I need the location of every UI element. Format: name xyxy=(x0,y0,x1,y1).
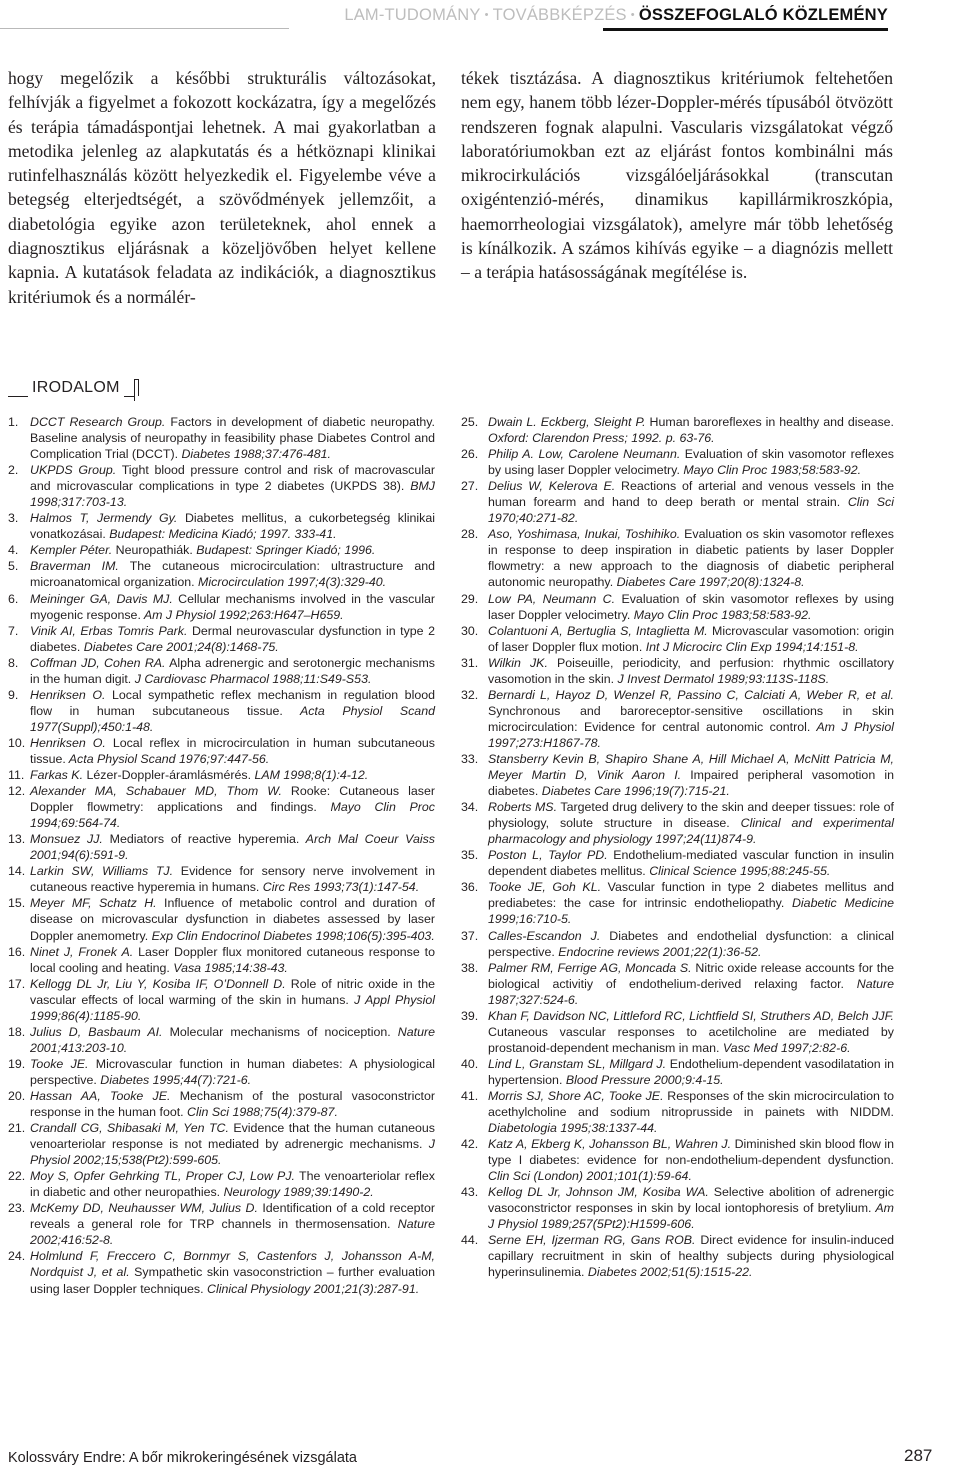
reference-number: 5. xyxy=(8,559,19,574)
reference-source: Nature 2002;416:52-8. xyxy=(30,1217,435,1248)
reference-item xyxy=(461,751,894,799)
reference-number: 40. xyxy=(461,1056,479,1071)
reference-authors: Coffman JD, Cohen RA. xyxy=(30,655,166,670)
reference-authors: Farkas K. xyxy=(30,768,84,783)
reference-number: 39. xyxy=(461,1008,479,1023)
reference-number: 23. xyxy=(8,1201,26,1216)
reference-title: Identification of a cold receptor reveals a general role for TRP channels in thermosensation. xyxy=(30,1201,435,1232)
reference-item xyxy=(461,1136,894,1184)
reference-title: Tight blood pressure control and risk of macrovascular and microvascular complications in type 2 diabetes (UKPDS 38). xyxy=(30,463,435,494)
reference-number: 8. xyxy=(8,655,19,670)
reference-authors: Aso, Yoshimasa, Inukai, Toshihiko. xyxy=(488,527,681,542)
reference-title: Selective abolition of adrenergic vasoconstrictor responses in skin by local iontophoresis of bretylium. xyxy=(488,1185,894,1216)
reference-source: Diabetes Care 1996;19(7):715-21. xyxy=(538,784,730,799)
reference-item xyxy=(8,591,435,623)
reference-authors: Moy S, Opfer Gehrking TL, Proper CJ, Low PJ. xyxy=(30,1169,295,1184)
reference-number: 3. xyxy=(8,511,19,526)
reference-number: 27. xyxy=(461,479,479,494)
reference-number: 6. xyxy=(8,591,19,606)
reference-source: Clinical Science 1995;88:245-55. xyxy=(645,864,831,879)
reference-title: Mechanism of the postural vasoconstrictor response in the human foot. xyxy=(30,1088,435,1120)
reference-title: Molecular mechanisms of nociception. xyxy=(162,1024,391,1039)
body-paragraph-right: tékek tisztázása. A diagnosztikus kritériumok feltehetően nem egy, hanem több lézer-Doppler-mérés típusából ötvözött rendszeren fognak alapulni. Vascularis vizsgálatokat végző laboratóriumokban ezt az eljárást fontos kombinálni más mikrocirkulációs vizsgálóeljárásokkal (transcutan oxigéntenzió-mérés, dinamikus kapillármikroszkópia, haemorrheologiai vizsgálatok), amelyre már több lehetőség is kínálkozik. A számos kihívás egyike – a diagnózis mellett – a terápia hatásosságának megítélése is. xyxy=(461,68,893,283)
header-bullet-2: • xyxy=(630,9,635,21)
reference-authors: Lind L, Granstam SL, Millgard J. xyxy=(488,1056,667,1071)
reference-title: The cutaneous microcirculation: ultrastructure and microanatomical organization. xyxy=(30,559,435,590)
reference-number: 18. xyxy=(8,1024,26,1039)
reference-authors: Julius D, Basbaum AI. xyxy=(30,1024,163,1039)
reference-authors: Tooke JE. xyxy=(30,1056,89,1071)
reference-item xyxy=(8,542,435,558)
reference-item xyxy=(8,623,435,655)
reference-item xyxy=(461,1232,894,1280)
reference-item xyxy=(461,1008,894,1056)
reference-number: 28. xyxy=(461,527,479,542)
reference-authors: Colantuoni A, Bertuglia S, Intaglietta M. xyxy=(488,623,708,638)
reference-source: Acta Physiol Scand 1976;97:447-56. xyxy=(65,751,270,766)
reference-source: Clin Sci 1970;40:271-82. xyxy=(488,495,894,526)
reference-authors: Ninet J, Fronek A. xyxy=(30,944,134,959)
reference-source: Mayo Clin Proc 1983;58:583-92. xyxy=(630,607,812,622)
reference-item xyxy=(461,1184,894,1232)
reference-source: Vasc Med 1997;2:82-6. xyxy=(719,1040,851,1055)
reference-item xyxy=(461,799,894,847)
reference-title: Neuropathiák. xyxy=(112,543,193,558)
reference-authors: Henriksen O. xyxy=(30,687,106,702)
reference-number: 22. xyxy=(8,1169,26,1184)
reference-authors: Khan F, Davidson NC, Littleford RC, Lichtfield SI, Struthers AD, Belch JJF. xyxy=(488,1008,894,1023)
reference-source: Nature 1987;327:524-6. xyxy=(488,976,894,1007)
reference-number: 2. xyxy=(8,463,19,478)
reference-source: J Cardiovasc Pharmacol 1988;11:S49-S53. xyxy=(131,671,372,686)
reference-source: Diabetologia 1995;38:1337-44. xyxy=(488,1121,658,1136)
reference-item xyxy=(8,1120,435,1168)
header-underline xyxy=(603,28,888,31)
reference-authors: Alexander MA, Schabauer MD, Thom W. xyxy=(30,784,282,799)
reference-authors: Dwain L. Eckberg, Sleight P. xyxy=(488,415,646,429)
running-header xyxy=(0,0,960,34)
reference-source: J Appl Physiol 1999;86(4):1185-90. xyxy=(30,992,435,1023)
page-number: 287 xyxy=(904,1446,933,1465)
reference-number: 14. xyxy=(8,864,26,879)
reference-item xyxy=(8,687,435,735)
reference-list-right xyxy=(461,414,894,1281)
reference-item xyxy=(461,414,894,446)
reference-item xyxy=(8,976,435,1024)
header-rule xyxy=(0,0,289,29)
reference-number: 4. xyxy=(8,543,19,558)
reference-authors: Serne EH, Ijzerman RG, Gans ROB. xyxy=(488,1233,696,1248)
reference-authors: Calles-Escandon J. xyxy=(488,928,601,943)
reference-title: Targeted drug delivery to the skin and deeper tissues: role of physiology, solute structure in disease. xyxy=(488,800,894,831)
reference-source: Am J Physiol 1992;263:H647–H659. xyxy=(140,607,344,622)
reference-title: Endothelium-mediated vascular function in insulin dependent diabetes mellitus. xyxy=(488,848,894,879)
reference-source: Circ Res 1993;73(1):147-54. xyxy=(259,880,420,895)
reference-item xyxy=(461,446,894,478)
reference-number: 26. xyxy=(461,447,479,462)
reference-number: 17. xyxy=(8,976,26,991)
reference-item xyxy=(8,655,435,687)
reference-authors: Katz A, Ekberg K, Johansson BL, Wahren J. xyxy=(488,1137,732,1152)
reference-title: Reactions of arterial and venous vessels in the human forearm and hand to deep berath or mental strain. xyxy=(488,479,894,510)
reference-item xyxy=(461,879,894,927)
reference-item xyxy=(461,478,894,526)
reference-number: 11. xyxy=(8,768,25,783)
body-paragraph-left: hogy megelőzik a későbbi strukturális változásokat, felhívják a figyelmet a fokozott kockázatra, így a megelőzés és terápia támadáspontjai lehetnek. A mai gyakorlatban a metodika jelenleg az alapkutatás és a hétköznapi klinikai rutinfelhasználás között helyezkedik el. Figyelembe véve a betegség elterjedtségét, a szövődmények jellemzőit, a diabetológia egyike azon területeknek, ahol ennek a diagnosztikus eljárásnak a közeljövőben helyet kellene kapnia. A kutatások feladata az indikációk, a diagnosztikus kritériumok és a normálér- xyxy=(8,68,436,307)
reference-number: 38. xyxy=(461,960,479,975)
footer-article-title: Kolossváry Endre: A bőr mikrokeringésének vizsgálata xyxy=(8,1450,357,1466)
reference-item xyxy=(8,1168,435,1200)
reference-source: Mayo Clin Proc 1983;58:583-92. xyxy=(679,463,862,478)
reference-number: 30. xyxy=(461,623,479,638)
reference-title: Alpha adrenergic and serotonergic mechanisms in the human digit. xyxy=(30,655,435,686)
reference-source: Diabetes 1995;44(7):721-6. xyxy=(96,1072,252,1087)
reference-authors: Philip A. Low, Carolene Neumann. xyxy=(488,447,681,462)
reference-authors: Poston L, Taylor PD. xyxy=(488,848,608,863)
reference-item xyxy=(461,847,894,879)
reference-number: 7. xyxy=(8,623,19,638)
reference-source: Clin Sci (London) 2001;101(1):59-64. xyxy=(488,1169,692,1184)
reference-source: Neurology 1989;39:1490-2. xyxy=(220,1185,374,1200)
reference-item xyxy=(8,558,435,590)
reference-item xyxy=(461,526,894,590)
reference-title: Rooke: Cutaneous laser Doppler flowmetry: applications and findings. xyxy=(30,784,435,815)
reference-number: 21. xyxy=(8,1121,26,1136)
reference-number: 25. xyxy=(461,415,479,429)
reference-title: Dermal neurovascular dysfunction in type 2 diabetes. xyxy=(30,623,435,654)
reference-item xyxy=(8,1200,435,1248)
reference-title: Diabetes mellitus, a cukorbetegség klinikai vonatkozásai. xyxy=(30,511,435,542)
reference-source: Clinical Physiology 2001;21(3):287-91. xyxy=(203,1281,420,1296)
reference-authors: McKemy DD, Neuhausser WM, Julius D. xyxy=(30,1201,258,1216)
reference-authors: Meyer MF, Schatz H. xyxy=(30,896,157,911)
reference-title: Endothelium-dependent vasodilatation in hypertension. xyxy=(488,1056,895,1087)
reference-authors: Holmlund F, Freccero C, Bornmyr S, Castenfors J, Johansson A-M, Nordquist J, et al. xyxy=(30,1249,435,1280)
reference-source: Budapest: Medicina Kiadó; 1997. 333-41. xyxy=(105,527,337,542)
reference-item xyxy=(8,1024,435,1056)
reference-number: 15. xyxy=(8,896,26,911)
reference-authors: Morris SJ, Shore AC, Tooke JE. xyxy=(488,1088,664,1103)
reference-item xyxy=(8,510,435,542)
reference-authors: Hassan AA, Tooke JE. xyxy=(30,1088,171,1103)
reference-authors: Bernardi L, Hayoz D, Wenzel R, Passino C, Calciati A, Weber R, et al. xyxy=(488,687,894,702)
reference-item xyxy=(8,944,435,976)
reference-source: Clin Sci 1988;75(4):379-87. xyxy=(183,1105,338,1120)
reference-title: Evaluation of skin vasomotor reflexes by using laser Doppler velocimetry. xyxy=(488,447,894,478)
reference-source: Mayo Clin Proc 1994;69:564-74. xyxy=(30,800,435,831)
reference-authors: Vinik AI, Erbas Tomris Park. xyxy=(30,623,188,638)
header-section-lam: LAM-TUDOMÁNY xyxy=(344,6,481,24)
reference-source: Nature 2001;413:203-10. xyxy=(30,1024,435,1055)
reference-authors: Wilkin JK. xyxy=(488,655,548,670)
reference-authors: Monsuez JJ. xyxy=(30,832,103,847)
reference-source: Budapest: Springer Kiadó; 1996. xyxy=(192,543,376,558)
reference-item xyxy=(8,462,435,510)
header-section-training: TOVÁBBKÉPZÉS xyxy=(492,6,627,24)
reference-item xyxy=(8,767,435,783)
reference-number: 32. xyxy=(461,687,479,702)
reference-title: Role of nitric oxide in the vascular effects of local warming of the skin in humans. xyxy=(30,976,435,1007)
reference-source: Diabetes Care 2001;24(8):1468-75. xyxy=(80,639,279,654)
reference-number: 31. xyxy=(461,655,479,670)
reference-title: Diminished skin blood flow in type I diabetes: evidence for non-endothelium-dependent dysfunction. xyxy=(488,1137,895,1168)
reference-title: Influence of metabolic control and duration of disease on microvascular dysfunction in diabetes assessed by laser Doppler anemometry. xyxy=(30,896,435,943)
reference-item xyxy=(461,623,894,655)
reference-item xyxy=(8,735,435,767)
reference-number: 19. xyxy=(8,1056,26,1071)
body-text-left-column xyxy=(8,66,436,309)
reference-title: Evidence that the human cutaneous venoarteriolar response is not mediated by adrenergic mechanisms. xyxy=(30,1121,435,1152)
reference-item xyxy=(461,655,894,687)
reference-source: Am J Physiol 1997;273:H1867-78. xyxy=(488,719,894,750)
header-bullet-1: • xyxy=(484,9,489,21)
reference-item xyxy=(461,1056,894,1088)
reference-number: 24. xyxy=(8,1249,26,1264)
reference-source: J Invest Dermatol 1989;93:113S-118S. xyxy=(614,671,830,686)
reference-title: Microvascular vasomotion: origin of laser Doppler flux motion. xyxy=(488,623,894,654)
reference-number: 12. xyxy=(8,784,26,799)
reference-title: Local sympathetic reflex mechanism in regulation blood flow in human subcutaneous tissue. xyxy=(30,687,435,718)
reference-source: Diabetes 2002;51(5):1515-22. xyxy=(584,1265,753,1280)
reference-number: 33. xyxy=(461,751,479,766)
reference-authors: Kellog DL Jr, Johnson JM, Kosiba WA. xyxy=(488,1185,709,1200)
reference-source: Acta Physiol Scand 1977(Suppl);450:1-48. xyxy=(30,703,435,734)
reference-title: Nitric oxide release accounts for the biological activitiy of endothelium-derived relaxing factor. xyxy=(488,960,894,991)
reference-title: Evidence for sensory nerve involvement in cutaneous reactive hyperemia in humans. xyxy=(30,864,435,895)
reference-item xyxy=(461,960,894,1008)
reference-title: Sympathetic skin vasoconstriction – further evaluation using laser Doppler techniques. xyxy=(30,1265,435,1296)
references-heading-bracket-inner xyxy=(138,379,144,396)
reference-number: 13. xyxy=(8,832,26,847)
reference-item xyxy=(461,687,894,751)
reference-number: 34. xyxy=(461,800,479,815)
reference-number: 29. xyxy=(461,591,479,606)
body-text-right-column xyxy=(461,66,893,285)
reference-title: Factors in development of diabetic neuropathy. Baseline analysis of neuropathy in feasibility phase Diabetes Control and Complication Trial (DCCT). xyxy=(30,415,435,462)
reference-item xyxy=(8,1056,435,1088)
reference-title: Responses of the skin microcirculation to acethylcholine and sodium nitroprusside in painets with NIDDM. xyxy=(488,1088,894,1120)
reference-title: Vascular function in type 2 diabetes mellitus and prediabetes: the case for intrinsic endotheliopathy. xyxy=(488,880,895,911)
reference-item xyxy=(8,783,435,831)
reference-source: Oxford: Clarendon Press; 1992. p. 63-76. xyxy=(488,431,715,446)
reference-list-left xyxy=(8,414,435,1297)
reference-authors: Henriksen O. xyxy=(30,735,106,750)
reference-source: Microcirculation 1997;4(3):329-40. xyxy=(194,575,387,590)
reference-source: Clinical and experimental pharmacology and physiology 1997;24(11)874-9. xyxy=(488,816,894,847)
reference-item xyxy=(8,1088,435,1120)
header-title xyxy=(344,3,888,27)
reference-title: Laser Doppler flux monitored cutaneous response to local cooling and heating. xyxy=(30,944,435,975)
reference-authors: Crandall CG, Shibasaki M, Yen TC. xyxy=(30,1121,229,1136)
reference-authors: Larkin SW, Williams TJ. xyxy=(30,864,174,879)
reference-number: 41. xyxy=(461,1088,479,1103)
reference-title: Cutaneous vascular responses to acetilcholine are mediated by prostanoid-dependent mechanism in man. xyxy=(488,1024,894,1055)
reference-source: Vasa 1985;14:38-43. xyxy=(169,960,288,975)
reference-source: Diabetes 1988;37:476-481. xyxy=(178,447,331,462)
reference-number: 42. xyxy=(461,1137,479,1152)
reference-source: Diabetic Medicine 1999;16:710-5. xyxy=(488,896,894,927)
reference-authors: Delius W, Kelerova E. xyxy=(488,479,616,494)
reference-title: The venoarteriolar reflex in diabetic and other neuropathies. xyxy=(30,1169,436,1200)
reference-authors: UKPDS Group. xyxy=(30,463,117,478)
references-heading xyxy=(8,376,142,400)
reference-title: Cellular mechanisms involved in the vascular myogenic response. xyxy=(30,591,435,622)
reference-item xyxy=(461,591,894,623)
reference-source: Arch Mal Coeur Vaiss 2001;94(6):591-9. xyxy=(30,832,436,863)
reference-title: Microvascular function in human diabetes: A physiological perspective. xyxy=(30,1056,435,1087)
reference-title: Evaluation of skin vasomotor reflexes by using laser Doppler velocimetry. xyxy=(488,591,894,622)
reference-authors: Roberts MS. xyxy=(488,800,558,815)
reference-title: Human baroreflexes in healthy and disease. xyxy=(645,415,894,429)
reference-title: Diabetes and endothelial dysfunction: a clinical perspective. xyxy=(488,928,895,959)
reference-number: 44. xyxy=(461,1233,479,1248)
reference-item xyxy=(8,895,435,943)
reference-number: 10. xyxy=(8,735,26,750)
reference-source: J Physiol 2002;15;538(Pt2):599-605. xyxy=(30,1137,435,1168)
reference-title: Synchronous and baroreceptor-sensitive oscillations in skin microcirculation: Evidence for central autonomic control. xyxy=(488,703,894,734)
reference-title: Poiseuille, periodicity, and perfusion: rhythmic oscillatory vasomotion in the skin. xyxy=(488,655,894,686)
reference-number: 20. xyxy=(8,1088,26,1103)
reference-source: LAM 1998;8(1):4-12. xyxy=(251,768,369,783)
reference-number: 36. xyxy=(461,880,479,895)
reference-authors: Braverman IM. xyxy=(30,559,119,574)
reference-authors: Halmos T, Jermendy Gy. xyxy=(30,511,178,526)
reference-authors: Kellogg DL Jr, Liu Y, Kosiba IF, O’Donnell D. xyxy=(30,976,286,991)
reference-source: Exp Clin Endocrinol Diabetes 1998;106(5):395-403. xyxy=(148,928,435,943)
reference-authors: Palmer RM, Ferrige AG, Moncada S. xyxy=(488,960,692,975)
reference-authors: Stansberry Kevin B, Shapiro Shane A, Hill Michael A, McNitt Patricia M, Meyer Martin D, Vinik Aaron I. xyxy=(488,751,894,783)
reference-number: 37. xyxy=(461,928,479,943)
header-section-review: ÖSSZEFOGLALÓ KÖZLEMÉNY xyxy=(638,6,888,24)
reference-source: Int J Microcirc Clin Exp 1994;14:151-8. xyxy=(642,639,859,654)
reference-source: BMJ 1998;317:703-13. xyxy=(30,479,435,510)
reference-title: Impaired peripheral vasomotion in diabetes. xyxy=(488,768,894,799)
reference-title: Direct evidence for insulin-induced capillary recruitment in skin of healthy subjects during physiological hyperinsulinemia. xyxy=(488,1233,894,1280)
reference-source: Blood Pressure 2000;9:4-15. xyxy=(562,1072,724,1087)
reference-item xyxy=(8,1248,435,1296)
reference-number: 43. xyxy=(461,1185,479,1200)
reference-item xyxy=(461,928,894,960)
reference-authors: Meininger GA, Davis MJ. xyxy=(30,591,173,606)
reference-source: Diabetes Care 1997;20(8):1324-8. xyxy=(613,575,805,590)
references-heading-label: IRODALOM xyxy=(28,379,124,397)
reference-number: 1. xyxy=(8,415,19,429)
reference-source: Endocrine reviews 2001;22(1):36-52. xyxy=(554,944,762,959)
reference-authors: Kempler Péter. xyxy=(30,543,113,558)
reference-title: Local reflex in microcirculation in human subcutaneous tissue. xyxy=(30,735,435,766)
reference-authors: DCCT Research Group. xyxy=(30,415,166,429)
reference-title: Mediators of reactive hyperemia. xyxy=(102,832,300,847)
reference-item xyxy=(8,414,435,462)
reference-number: 35. xyxy=(461,848,479,863)
reference-number: 16. xyxy=(8,944,26,959)
reference-authors: Low PA, Neumann C. xyxy=(488,591,616,606)
reference-authors: Tooke JE, Goh KL. xyxy=(488,880,602,895)
reference-item xyxy=(8,831,435,863)
reference-title: Evaluation os skin vasomotor reflexes in response to deep inspiration in diabetic patients by laser Doppler flowmetry: a new approach to the diagnosis of diabetic peripheral autonomic neuropathy. xyxy=(488,527,894,590)
reference-source: Am J Physiol 1989;257(5Pt2):H1599-606. xyxy=(488,1201,894,1232)
reference-item xyxy=(8,863,435,895)
reference-item xyxy=(461,1088,894,1136)
reference-number: 9. xyxy=(8,687,19,702)
reference-title: Lézer-Doppler-áramlásmérés. xyxy=(83,768,252,783)
